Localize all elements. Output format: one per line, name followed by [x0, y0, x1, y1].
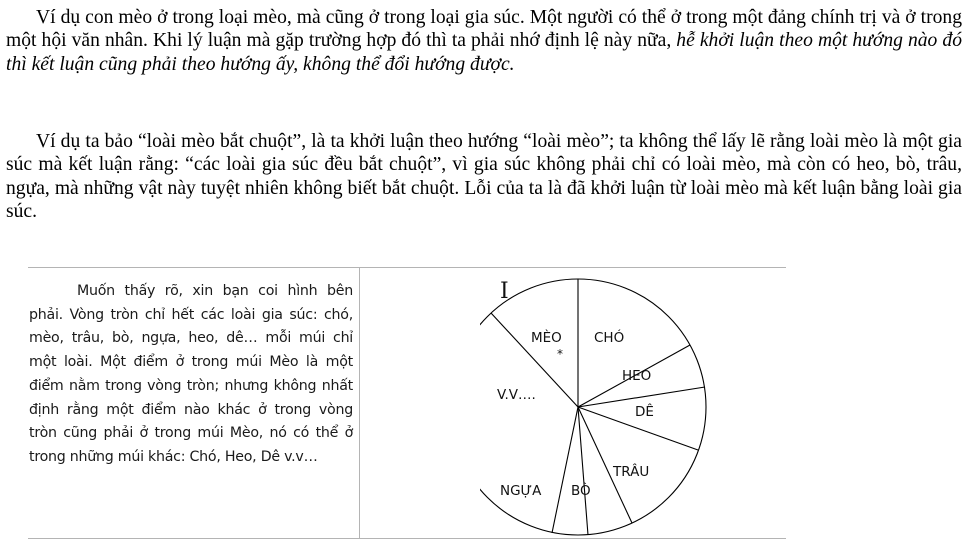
category-circle-diagram [480, 272, 780, 542]
segment-label-bo: BÒ [571, 483, 591, 499]
paragraph-1-italic: hễ khởi luận theo một hướng nào đó thì kết luận cũng phải theo hướng ấy, không thể đổi hướng được. [6, 30, 962, 75]
paragraph-2: Ví dụ ta bảo “loài mèo bắt chuột”, là ta khởi luận theo hướng “loài mèo”; ta không thể lấy lẽ rằng loài mèo là một gia súc mà kết luận rằng: “các loài gia súc đều bắt chuột”, vì gia súc không phải chỉ có loài mèo, mà còn có heo, bò, trâu, ngựa, mà những vật này tuyệt nhiên không biết bắt chuột. Lỗi của ta là đã khởi luận từ loài mèo mà kết luận bằng loài gia súc. [6, 131, 962, 222]
figure-top-rule [28, 267, 786, 268]
segment-label-cho: CHÓ [594, 330, 625, 346]
segment-label-meo: MÈO [531, 330, 562, 346]
figure-column-divider [359, 267, 360, 538]
segment-label-ngua: NGỰA [500, 483, 542, 499]
cat-point-marker: * [557, 347, 563, 361]
divider-line [552, 407, 578, 533]
figure-caption: Muốn thấy rõ, xin bạn coi hình bên phải. Vòng tròn chỉ hết các loài gia súc: chó, mèo, trâu, bò, ngựa, heo, dê… mỗi múi chỉ một loài. Một điểm ở trong múi Mèo là một điểm nằm trong vòng tròn; nhưng không nhất định rằng một điểm nào khác ở trong vòng tròn cũng phải ở trong múi Mèo, nó có thể ở trong những múi khác: Chó, Heo, Dê v.v… [29, 283, 353, 465]
paragraph-1-text: Ví dụ con mèo ở trong loại mèo, mà cũng ở trong loại gia súc. Một người có thể ở trong một đảng chính trị và ở trong một hội văn nhân. Khi lý luận mà gặp trường hợp đó thì ta phải nhớ định lệ này nữa, [6, 7, 962, 52]
segment-label-vv: V.V…. [497, 387, 536, 403]
segment-label-heo: HEO [622, 368, 652, 384]
segment-label-trau: TRÂU [613, 464, 650, 480]
text-cursor-icon: I [500, 279, 509, 304]
paragraph-1 [6, 6, 962, 76]
segment-label-de: DÊ [635, 404, 654, 420]
